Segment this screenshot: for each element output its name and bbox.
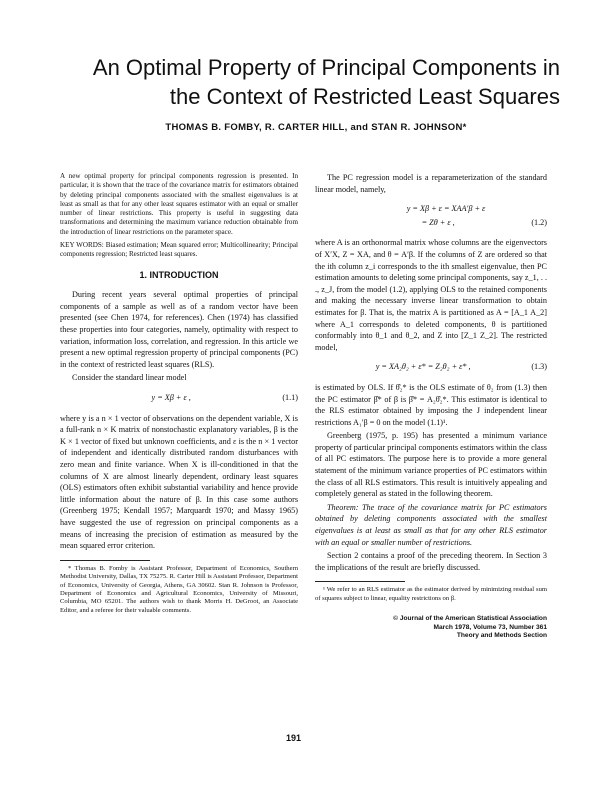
equation-1-2-line-2 bbox=[315, 217, 547, 229]
equation-1-1-expression: y = Xβ + ε , bbox=[151, 393, 191, 403]
equation-1-3-number: (1.3) bbox=[531, 362, 547, 372]
equation-1-1-number: (1.1) bbox=[282, 393, 298, 403]
footnote-rule bbox=[60, 560, 150, 561]
intro-paragraph-2: Consider the standard linear model bbox=[72, 373, 187, 383]
authors: THOMAS B. FOMBY, R. CARTER HILL, and STAN R. JOHNSON* bbox=[165, 122, 467, 133]
paper-title-line-2: the Context of Restricted Least Squares bbox=[169, 84, 560, 109]
theorem-statement: Theorem: The trace of the covariance matrix for PC estimators obtained by deleting components associated with the smallest eigenvalues is at least as small as that for any other RLS estimator with an equal or smaller number of restrictions. bbox=[315, 502, 547, 547]
equation-1-3 bbox=[315, 361, 547, 373]
section-heading-introduction: 1. INTRODUCTION bbox=[139, 269, 219, 280]
page-number: 191 bbox=[286, 733, 302, 743]
keywords: KEY WORDS: Biased estimation; Mean squared error; Multicollinearity; Principal components regression; Restricted least squares. bbox=[60, 241, 298, 259]
equation-1-3-expression: y = XA₂θ₂ + ε* = Z₂θ₂ + ε* , bbox=[375, 362, 471, 372]
journal-line-3: Theory and Methods Section bbox=[456, 632, 547, 640]
equation-1-2-line-1 bbox=[315, 203, 547, 215]
journal-info bbox=[315, 615, 547, 641]
footnote-1: ¹ We refer to an RLS estimator as the estimator derived by minimizing residual sum of squares subject to linear, equality restrictions on β. bbox=[315, 586, 547, 602]
journal-line-2: March 1978, Volume 73, Number 361 bbox=[433, 623, 547, 631]
equation-1-2-number: (1.2) bbox=[531, 217, 547, 227]
equation-1-2-expression-2: = Zθ + ε , bbox=[421, 217, 455, 227]
abstract: A new optimal property for principal components regression is presented. In particular, it is shown that the trace of the covariance matrix for estimators obtained by deleting principal components associated with the smallest eigenvalues is at least as small as that for any other least squares estimator with an equal or smaller number of linear restrictions. This property is useful in suggesting data transformations and determining the maximum variance reduction obtainable from the introduction of linear restrictions on the parameter space. bbox=[60, 172, 298, 236]
right-column bbox=[315, 172, 547, 641]
equation-1-1 bbox=[60, 392, 298, 404]
right-paragraph-5: Section 2 contains a proof of the preceding theorem. In Section 3 the implications of the result are briefly discussed. bbox=[315, 551, 547, 572]
intro-paragraph-1: During recent years several optimal properties of principal components of a sample as well as of a random vector have been presented (see Chen 1974, for references). Chen (1974) has classified these properties into four categories, namely, optimality with respect to variation, information loss, correlation, and regression. In this article we present a new optimal regression property of principal components (PC) in the context of restricted least squares (RLS). bbox=[60, 290, 298, 369]
right-paragraph-4: Greenberg (1975, p. 195) has presented a minimum variance property of particular principal components estimators within the class of all PC estimators. The purpose here is to provide a more general statement of the minimum variance properties of PC estimators within the class of all RLS estimators. This result is intuitively appealing and completely general as stated in the following theorem. bbox=[315, 431, 547, 499]
footnote-rule-right bbox=[315, 581, 405, 582]
journal-line-1: © Journal of the American Statistical Association bbox=[393, 615, 547, 623]
right-paragraph-2: where A is an orthonormal matrix whose columns are the eigenvectors of X′X, Z = XA, and θ = A′β. If the columns of Z are ordered so that the ith column z_i corresponds to the ith smallest eigenvalue, then PC estimation amounts to deleting some principal components, say z_1, . . ., z_J, from the model (1.2), applying OLS to the retained components and making the necessary inverse linear transformation to obtain estimates for β. That is, the matrix A is partitioned as A = [A_1 A_2] where A_1 corresponds to deleted components, θ is partitioned conformably into θ_1 and θ_2, and Z into [Z_1 Z_2]. The restricted model, bbox=[315, 238, 547, 352]
right-paragraph-1: The PC regression model is a reparameterization of the standard linear model, namely, bbox=[315, 173, 547, 194]
right-paragraph-3: is estimated by OLS. If θ̂₂* is the OLS estimate of θ₂ from (1.3) then the PC estimator β̂* of β is β̂* = A₂θ̂₂*. This estimator is identical to the RLS estimator obtained by imposing the J independent linear restrictions A₁′β = 0 on the model (1.1)¹. bbox=[315, 382, 547, 427]
left-column bbox=[60, 172, 298, 617]
paper-title-line-1: An Optimal Property of Principal Components in bbox=[92, 55, 560, 80]
intro-paragraph-3: where y is a n × 1 vector of observations on the dependent variable, X is a full-rank n × K matrix of nonstochastic explanatory variables, β is the K × 1 vector of fixed but unknown coefficients, and ε is the n × 1 vector of independent and identically distributed random disturbances with zero mean and finite variance. When X is ill-conditioned in that the columns of X are almost linearly dependent, ordinary least squares (OLS) estimators often exhibit substantial variability and hence provide little information about the nature of β. In this case some authors (Greenberg 1975; Kendall 1957; Marquardt 1970; and Massy 1965) have suggested the use of regression on principal components as a means of increasing the precision of estimation as measured by the mean squared error criterion. bbox=[60, 413, 298, 551]
equation-1-2-expression-1: y = Xβ + ε = XAA′β + ε bbox=[406, 204, 486, 214]
author-footnote: * Thomas B. Fomby is Assistant Professor, Department of Economics, Southern Methodist University, Dallas, TX 75275. R. Carter Hill is Assistant Professor, Department of Economics, University of Georgia, Athens, GA 30602. Stan R. Johnson is Professor, Department of Economics and Agricultural Economics, University of Missouri, Columbia, MO 65201. The authors wish to thank Morris H. DeGroot, an Associate Editor, and a referee for their valuable comments. bbox=[60, 564, 298, 614]
